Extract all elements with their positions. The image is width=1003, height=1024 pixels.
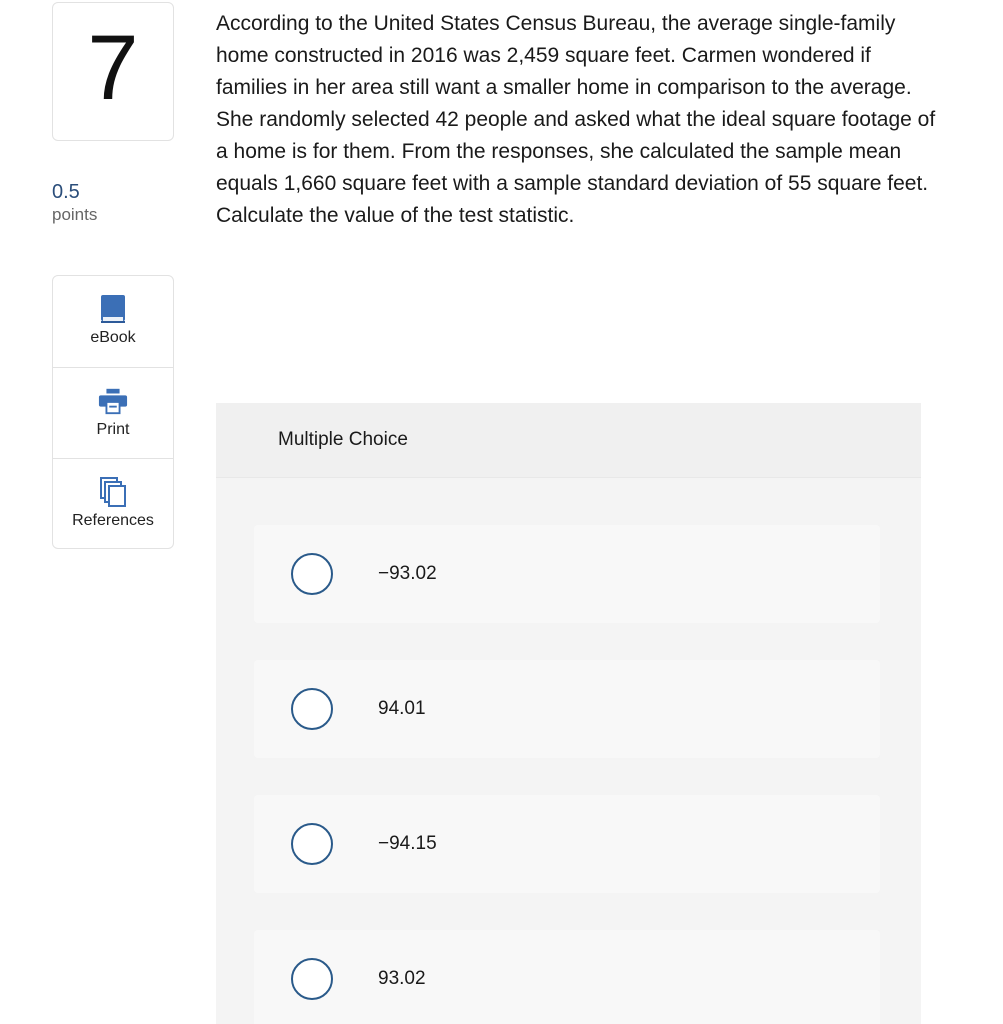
multiple-choice-title: Multiple Choice	[278, 429, 408, 450]
print-label: Print	[96, 421, 130, 438]
ebook-button[interactable]	[53, 276, 173, 367]
points-info	[52, 180, 97, 226]
option-text: −93.02	[378, 563, 437, 584]
option-text: −94.15	[378, 833, 437, 854]
radio-button[interactable]	[291, 688, 333, 730]
points-label: points	[52, 205, 98, 224]
ebook-label: eBook	[90, 329, 136, 346]
tools-panel	[52, 275, 174, 549]
option-3[interactable]	[254, 795, 880, 893]
references-label: References	[72, 512, 154, 529]
question-number-box	[52, 2, 174, 141]
book-icon	[98, 294, 128, 324]
multiple-choice-panel	[216, 403, 921, 1024]
option-text: 94.01	[378, 698, 426, 719]
question-number: 7	[87, 16, 139, 119]
references-icon	[98, 477, 128, 507]
option-text: 93.02	[378, 968, 426, 989]
option-1[interactable]	[254, 525, 880, 623]
printer-icon	[98, 386, 128, 416]
references-button[interactable]	[53, 458, 173, 549]
radio-button[interactable]	[291, 823, 333, 865]
multiple-choice-header	[216, 403, 921, 478]
print-button[interactable]	[53, 367, 173, 458]
question-text: According to the United States Census Bureau, the average single-family home constructed in 2016 was 2,459 square feet. Carmen wondered if families in her area still want a smaller home in comparison to the average. She randomly selected 42 people and asked what the ideal square footage of a home is for them. From the responses, she calculated the sample mean equals 1,660 square feet with a sample standard deviation of 55 square feet. Calculate the value of the test statistic.	[216, 12, 936, 227]
points-value: 0.5	[52, 181, 80, 203]
option-4[interactable]	[254, 930, 880, 1024]
radio-button[interactable]	[291, 553, 333, 595]
option-2[interactable]	[254, 660, 880, 758]
options-list	[254, 525, 880, 1024]
radio-button[interactable]	[291, 958, 333, 1000]
